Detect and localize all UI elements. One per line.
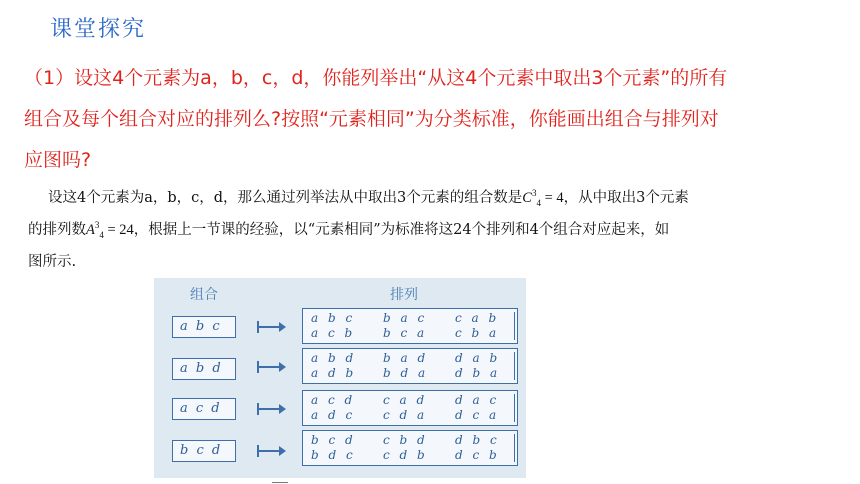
explanation-line-2-start: 的排列数	[28, 222, 86, 238]
permutation-item: c a b	[455, 311, 500, 325]
permutation-item: d a b	[455, 351, 501, 365]
combination-box: a c d	[172, 398, 236, 420]
arrow-icon	[258, 366, 284, 368]
combination-superscript: 3	[531, 188, 537, 199]
combination-box: b c d	[172, 440, 236, 462]
question-line-1: （1）设这4个元素为a，b，c，d，你能列举出“从这4个元素中取出3个元素”的所有	[24, 67, 728, 89]
permutation-item: d b a	[455, 366, 501, 380]
permutation-item: c d a	[383, 408, 428, 422]
explanation-line-1-start: 设这4个元素为a，b，c，d，那么通过列举法从中取出3个元素的组合数是	[48, 190, 523, 206]
permutation-item: d c b	[455, 448, 500, 462]
permutation-item: a b d	[311, 351, 357, 365]
permutation-box	[302, 430, 518, 466]
permutation-box	[302, 348, 518, 384]
combination-box: a b d	[172, 358, 236, 380]
combination-subscript: 4	[536, 197, 541, 208]
permutation-item: a b c	[311, 311, 356, 325]
combination-symbol: C	[522, 190, 532, 206]
arrow-icon	[258, 408, 284, 410]
permutation-item: d a c	[455, 393, 500, 407]
permutation-item: d c a	[455, 408, 500, 422]
question-text	[24, 58, 824, 181]
arrow-icon	[258, 326, 284, 328]
explanation-text	[28, 182, 838, 278]
permutation-item: b d c	[311, 448, 356, 462]
permutation-item: a d c	[311, 408, 356, 422]
permutation-item: d b c	[455, 433, 500, 447]
combination-value: = 4，	[540, 190, 579, 206]
arrow-icon	[258, 450, 284, 452]
permutation-item: b a c	[383, 311, 428, 325]
section-title: 课堂探究	[50, 17, 147, 42]
permutation-item: c b a	[455, 326, 500, 340]
permutation-value: = 24，	[103, 222, 149, 238]
permutation-superscript: 3	[94, 220, 100, 231]
combination-permutation-figure	[154, 278, 526, 478]
divider	[272, 482, 288, 483]
explanation-line-1	[28, 182, 838, 214]
permutation-item: c a d	[383, 393, 428, 407]
question-line-2: 组合及每个组合对应的排列么?按照“元素相同”为分类标准，你能画出组合与排列对	[24, 108, 719, 130]
permutation-item: c b d	[383, 433, 428, 447]
permutation-item: b c a	[383, 326, 428, 340]
explanation-line-1-end: 从中取出3个元素	[578, 190, 689, 206]
permutation-item: b d a	[383, 366, 429, 380]
explanation-line-3: 图所示.	[28, 254, 77, 270]
permutation-item: a c b	[311, 326, 356, 340]
permutation-box	[302, 308, 518, 344]
explanation-line-2	[28, 214, 838, 246]
permutation-box	[302, 390, 518, 426]
permutation-item: a c d	[311, 393, 356, 407]
question-line-3: 应图吗?	[24, 149, 92, 171]
permutation-item: a d b	[311, 366, 357, 380]
permutation-symbol: A	[86, 222, 95, 238]
combination-box: a b c	[172, 316, 236, 338]
permutation-item: c d b	[383, 448, 428, 462]
explanation-line-2-end: 根据上一节课的经验，以“元素相同”为标准将这24个排列和4个组合对应起来，如	[148, 222, 670, 238]
permutation-header: 排列	[390, 287, 418, 303]
permutation-item: b a d	[383, 351, 429, 365]
combination-header: 组合	[190, 287, 218, 303]
permutation-subscript: 4	[99, 229, 104, 240]
permutation-item: b c d	[311, 433, 356, 447]
